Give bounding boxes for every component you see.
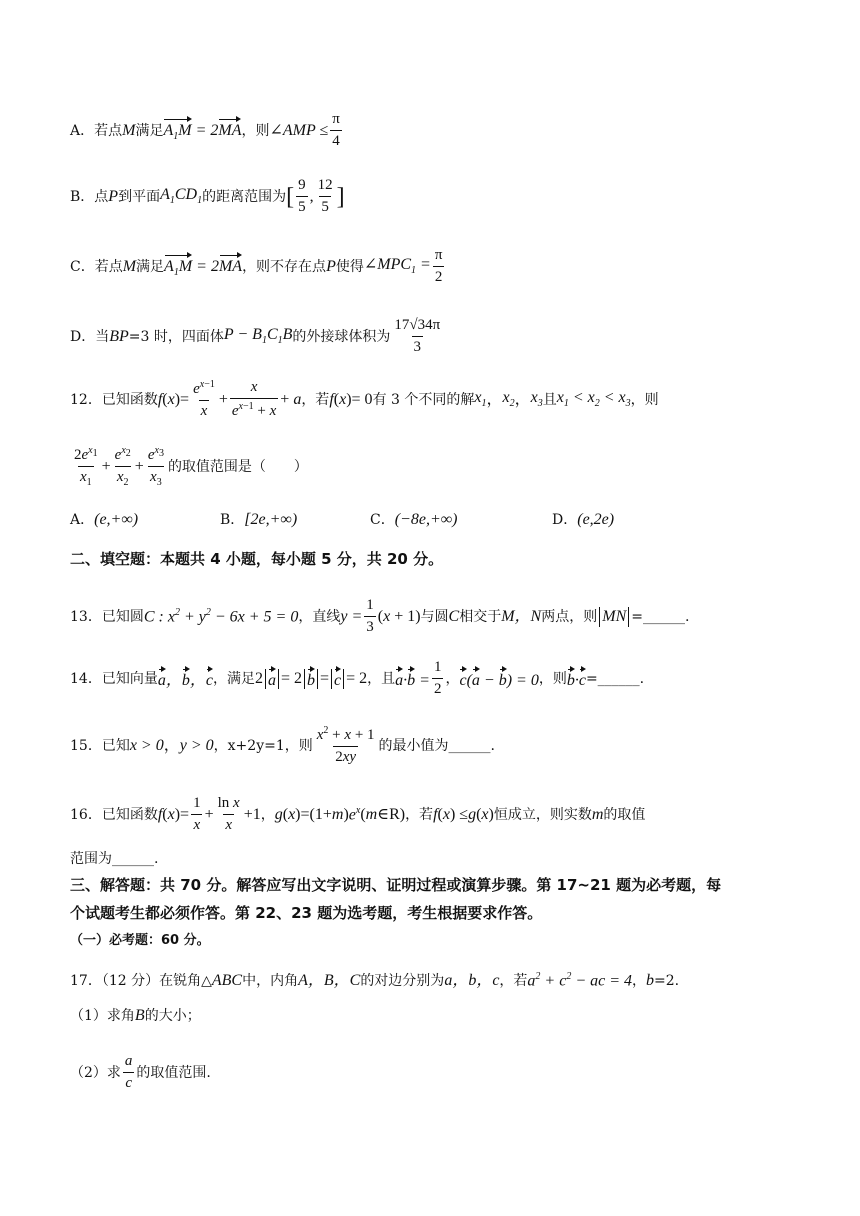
q12-option-d: D． (e,2e) xyxy=(552,511,615,528)
q12-option-b: B． [2e,+∞) xyxy=(220,511,298,528)
q16: 16．已知函数 f ( x )= $\frac{1}{x}$ + $\frac{\text{ln x}}{x}$ +1 ， g ( x )=(1+ m ) $e^x$ ( m ∈R) ，若 f ( x ) ≤ g ( x ) 恒成立，则实数 m 的取值 xyxy=(70,795,646,833)
q13: 13．已知圆 C : $x^2 + y^2 - 6x + 5 = 0$ ，直线 y = $\frac{1}{3}$ (x + 1) 与圆 C 相交于 M，N 两点，则 MN =______. xyxy=(70,597,690,635)
q17-part-2: （2）求 $\frac{a}{c}$ 的取值范围. xyxy=(70,1053,211,1091)
q16-continued: 范围为______. xyxy=(70,851,159,867)
fraction: $\frac{\pi}{4}$ xyxy=(332,111,340,149)
q12-option-a: A． (e,+∞) xyxy=(70,511,139,528)
q12-expression: $\frac{2e^{x_1}}{x_1}$ + $\frac{e^{x_2}}{x_2}$ + $\frac{e^{x_3}}{x_3}$ 的取值范围是（ ） xyxy=(74,445,308,488)
q11-option-c: C．若点 M 满足 $A_1M = 2MA$ ，则不存在点 P 使得 $\angle MPC_1$ = $\frac{\pi}{2}$ xyxy=(70,247,443,285)
section-3-title-line-2: 个试题考生都必须作答。第 22、23 题为选考题，考生根据要求作答。 xyxy=(70,904,543,922)
q14: 14．已知向量 a，b，c ，满足 2 a = 2 b = c = 2 ，且 a·b = $\frac{1}{2}$ ， c(a − b) = 0 ，则 b·c =______. xyxy=(70,659,645,697)
q17-stem: 17．（12 分）在锐角△ ABC 中，内角 A，B，C 的对边分别为 a，b，c ，若 $a^2 + c^2$ − ac = 4 ， b =2. xyxy=(70,971,680,990)
subsection-required: （一）必考题：60 分。 xyxy=(70,933,210,948)
q17-part-1: （1）求角 B 的大小； xyxy=(70,1007,201,1024)
q12-option-c: C． (−8e,+∞) xyxy=(370,511,458,528)
q15: 15．已知 x > 0 ， y > 0 ，x+2y=1，则 $\frac{x^2 + x + 1}{2xy}$ 的最小值为______. xyxy=(70,725,495,765)
q11-option-b: B．点 P 到平面 $A_1CD_1$ 的距离范围为 [ $\frac{9}{5}$ , $\frac{12}{5}$ ] xyxy=(70,177,345,215)
q11-option-a: A．若点 M 满足 $A_1M = 2MA$ ，则 ∠AMP ≤ $\frac{\pi}{4}$ xyxy=(70,111,340,149)
q12-options xyxy=(70,512,830,528)
section-3-title-line-1: 三、解答题：共 70 分。解答应写出文字说明、证明过程或演算步骤。第 17~21 题为必考题，每 xyxy=(70,876,722,894)
q11-option-d: D．当 BP =3 时，四面体 $P - B_1C_1B$ 的外接球体积为 $\frac{17√34\pi}{3}$ xyxy=(70,317,441,355)
section-2-title: 二、填空题：本题共 4 小题，每小题 5 分，共 20 分。 xyxy=(70,550,444,568)
q12-stem: 12．已知函数 f ( x )= $\frac{e^{x-1}}{x}$ + $\frac{x}{e^{x-1} + x}$ + a ，若 f ( x )= 0 有 3 个不同的解 $x_1$ ， $x_2$ ， $x_3$ 且 $x_1 < x_2 < x_3$ ，则 xyxy=(70,379,659,419)
